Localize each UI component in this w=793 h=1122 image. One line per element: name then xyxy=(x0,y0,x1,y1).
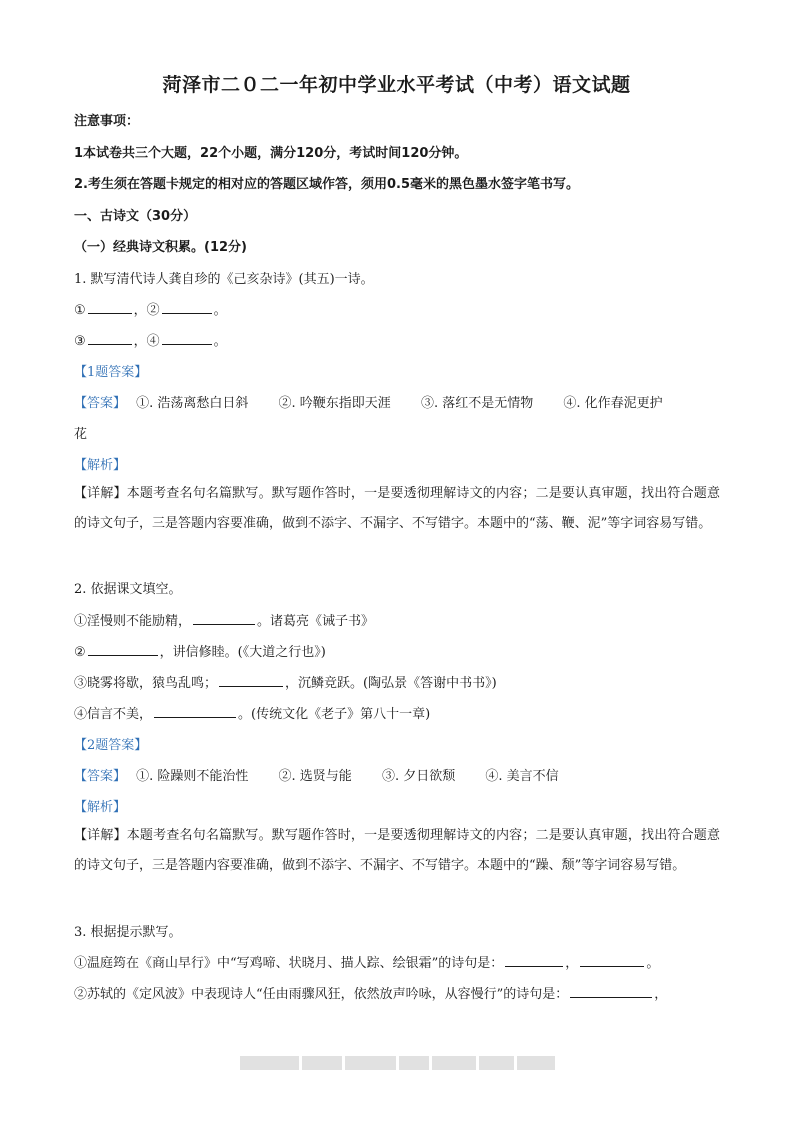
q2-detail: 【详解】本题考查名句名篇默写。默写题作答时，一是要透彻理解诗文的内容；二是要认真审题，找出符合题意的诗文句子，三是答题内容要准确，做到不添字、不漏字、不写错字。本题中的“躁、颓”等字词容易写错。 xyxy=(74,828,720,873)
q3-item-2 xyxy=(74,983,724,1002)
q2-answer-row xyxy=(74,765,724,784)
q2-item-2-source: ，讲信修睦。(《大道之行也》) xyxy=(159,645,326,660)
q1-detail: 【详解】本题考查名句名篇默写。默写题作答时，一是要透彻理解诗文的内容；二是要认真审题，找出符合题意的诗文句子，三是答题内容要准确，做到不添字、不漏字、不写错字。本题中的“荡、鞭、泥”等字词容易写错。 xyxy=(74,486,720,531)
q1-stem: 1. 默写清代诗人龚自珍的《己亥杂诗》(其五)一诗。 xyxy=(74,272,374,287)
q2-item-3-text: ③晓雾将歇，猿鸟乱鸣； xyxy=(74,676,218,691)
answer-blank[interactable] xyxy=(570,985,652,998)
q3-stem: 3. 根据提示默写。 xyxy=(74,925,182,940)
q2-answer-2: ②. 选贤与能 xyxy=(278,769,352,784)
q2-item-2-mark: ② xyxy=(74,645,86,660)
answer-blank[interactable] xyxy=(88,301,132,314)
q2-item-4-source: 。(传统文化《老子》第八十一章) xyxy=(238,707,431,722)
q1-mark-4: ③ xyxy=(74,334,86,349)
q3-item-2-comma: ， xyxy=(654,987,668,1002)
subsection-heading-1: （一）经典诗文积累。(12分) xyxy=(74,240,247,255)
q1-blank-line-2 xyxy=(74,330,724,349)
q2-answer-1: ①. 险躁则不能治性 xyxy=(136,769,249,784)
q2-answer-header: 【2题答案】 xyxy=(74,738,148,753)
q3-item-1-text: ①温庭筠在《商山早行》中“写鸡啼、状晓月、描人踪、绘银霜”的诗句是： xyxy=(74,956,504,971)
q2-item-4-text: ④信言不美， xyxy=(74,707,153,722)
q1-answer-3: ③. 落红不是无情物 xyxy=(420,396,534,411)
q3-item-1-comma: ， xyxy=(565,956,579,971)
notice-item-2: 2.考生须在答题卡规定的相对应的答题区域作答，须用0.5毫米的黑色墨水签字笔书写。 xyxy=(74,177,580,192)
q2-item-2 xyxy=(74,641,724,660)
blurred-footer xyxy=(240,1056,555,1070)
answer-blank[interactable] xyxy=(88,332,132,345)
q2-item-1-text: ①淫慢则不能励精， xyxy=(74,614,192,629)
q1-mark-3: 。 xyxy=(213,303,227,318)
q2-item-3-source: ，沉鳞竞跃。(陶弘景《答谢中书书》) xyxy=(285,676,497,691)
q1-blank-line-1 xyxy=(74,299,724,318)
q1-answer-1: ①. 浩荡离愁白日斜 xyxy=(136,396,249,411)
q2-analysis-label: 【解析】 xyxy=(74,800,127,815)
page-title: 菏泽市二０二一年初中学业水平考试（中考）语文试题 xyxy=(162,74,631,96)
q1-mark-1: ① xyxy=(74,303,86,318)
answer-blank[interactable] xyxy=(154,705,236,718)
q1-answer-4: ④. 化作春泥更护 xyxy=(563,396,663,411)
q2-item-3 xyxy=(74,672,724,691)
q1-mark-2: ，② xyxy=(133,303,160,318)
q1-answer-wrap: 花 xyxy=(74,427,88,442)
answer-blank[interactable] xyxy=(162,332,212,345)
notice-heading: 注意事项： xyxy=(74,114,140,129)
answer-blank[interactable] xyxy=(162,301,212,314)
q2-answer-3: ③. 夕日欲颓 xyxy=(381,769,456,784)
q2-stem: 2. 依据课文填空。 xyxy=(74,582,182,597)
q1-mark-5: ，④ xyxy=(133,334,160,349)
answer-blank[interactable] xyxy=(580,954,644,967)
section-heading-1: 一、古诗文（30分） xyxy=(74,209,197,224)
answer-label: 【答案】 xyxy=(74,396,127,411)
answer-blank[interactable] xyxy=(505,954,563,967)
q1-answer-row xyxy=(74,392,724,411)
answer-label: 【答案】 xyxy=(74,769,127,784)
answer-blank[interactable] xyxy=(88,643,158,656)
q1-answer-header: 【1题答案】 xyxy=(74,365,148,380)
q2-answer-4: ④. 美言不信 xyxy=(485,769,559,784)
notice-item-1: 1本试卷共三个大题，22个小题，满分120分，考试时间120分钟。 xyxy=(74,146,468,161)
q1-analysis-label: 【解析】 xyxy=(74,458,127,473)
q1-mark-6: 。 xyxy=(213,334,227,349)
q2-item-4 xyxy=(74,703,724,722)
q3-item-1 xyxy=(74,952,724,971)
q3-item-1-period: 。 xyxy=(646,956,660,971)
answer-blank[interactable] xyxy=(219,674,283,687)
q1-answer-2: ②. 吟鞭东指即天涯 xyxy=(278,396,391,411)
q2-item-1-source: 。诸葛亮《诫子书》 xyxy=(257,614,375,629)
q2-item-1 xyxy=(74,610,724,629)
answer-blank[interactable] xyxy=(193,612,255,625)
q3-item-2-text: ②苏轼的《定风波》中表现诗人“任由雨骤风狂，依然放声吟咏，从容慢行”的诗句是： xyxy=(74,987,569,1002)
